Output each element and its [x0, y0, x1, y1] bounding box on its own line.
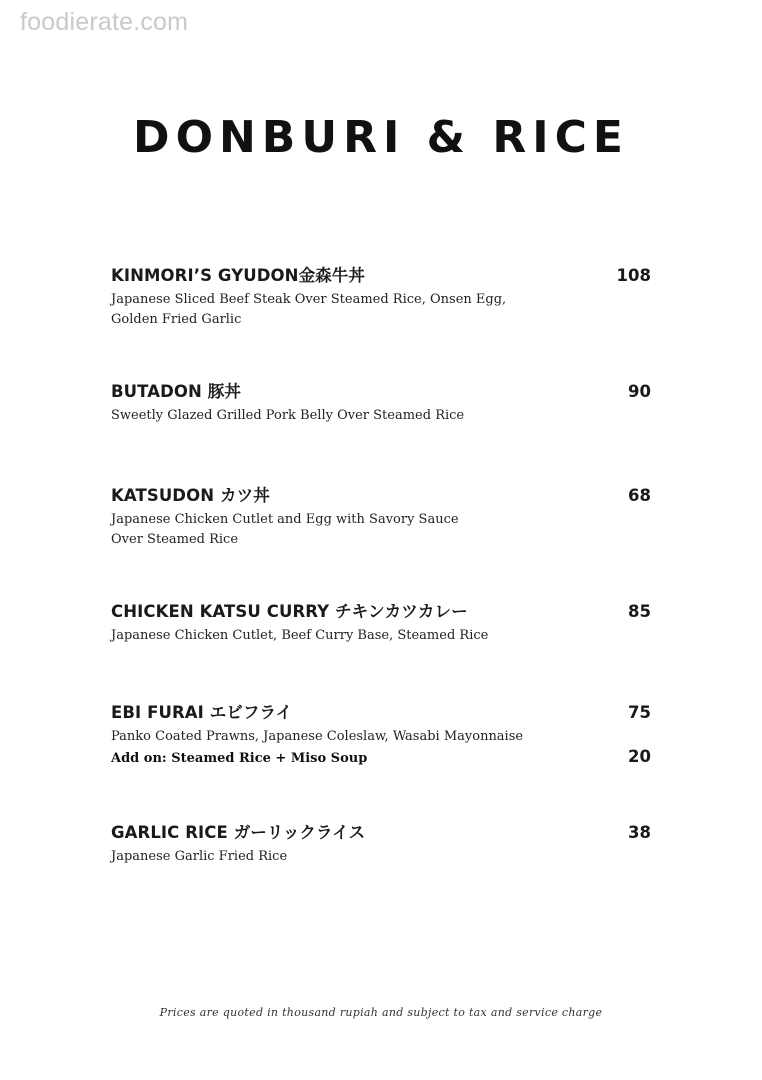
description-line: Sweetly Glazed Grilled Pork Belly Over Steamed Rice — [111, 408, 465, 423]
description-line: Japanese Sliced Beef Steak Over Steamed Rice, Onsen Egg, — [111, 292, 507, 307]
price-disclaimer: Prices are quoted in thousand rupiah and subject to tax and service charge — [159, 1006, 603, 1019]
menu-item-description — [111, 406, 551, 426]
add-on-row — [111, 747, 651, 766]
menu-item-name: GARLIC RICE ガーリックライス — [111, 823, 366, 842]
menu-item-butadon — [111, 378, 651, 426]
menu-item-price: 68 — [628, 486, 651, 505]
menu-item-katsudon — [111, 482, 651, 550]
watermark: foodierate.com — [20, 8, 189, 36]
description-line: Japanese Garlic Fried Rice — [111, 849, 288, 864]
menu-item-name: KINMORI’S GYUDON金森牛丼 — [111, 266, 365, 285]
menu-item-price: 90 — [628, 382, 651, 401]
menu-item-garlic-rice — [111, 819, 651, 867]
add-on-price: 20 — [628, 747, 651, 766]
menu-item-name: CHICKEN KATSU CURRY チキンカツカレー — [111, 602, 468, 621]
description-line: Japanese Chicken Cutlet, Beef Curry Base, Steamed Rice — [111, 628, 489, 643]
menu-item-gyudon — [111, 262, 651, 330]
page-title: DONBURI & RICE — [133, 112, 629, 163]
menu-item-name: BUTADON 豚丼 — [111, 382, 241, 401]
menu-item-name: KATSUDON カツ丼 — [111, 486, 270, 505]
menu-item-ebi-furai — [111, 699, 651, 766]
menu-item-price: 75 — [628, 703, 651, 722]
description-line: Over Steamed Rice — [111, 532, 239, 547]
menu-item-description — [111, 290, 551, 330]
menu-item-description — [111, 626, 551, 646]
menu-item-description — [111, 510, 551, 550]
menu-item-name: EBI FURAI エビフライ — [111, 703, 293, 722]
add-on-label: Add on: Steamed Rice + Miso Soup — [111, 751, 368, 766]
menu-item-price: 38 — [628, 823, 651, 842]
menu-item-price: 85 — [628, 602, 651, 621]
description-line: Panko Coated Prawns, Japanese Coleslaw, Wasabi Mayonnaise — [111, 729, 524, 744]
menu-item-price: 108 — [616, 266, 651, 285]
description-line: Golden Fried Garlic — [111, 312, 242, 327]
menu-item-chicken-katsu-curry — [111, 598, 651, 646]
description-line: Japanese Chicken Cutlet and Egg with Savory Sauce — [111, 512, 459, 527]
menu-item-description — [111, 727, 651, 747]
menu-item-description — [111, 847, 551, 867]
